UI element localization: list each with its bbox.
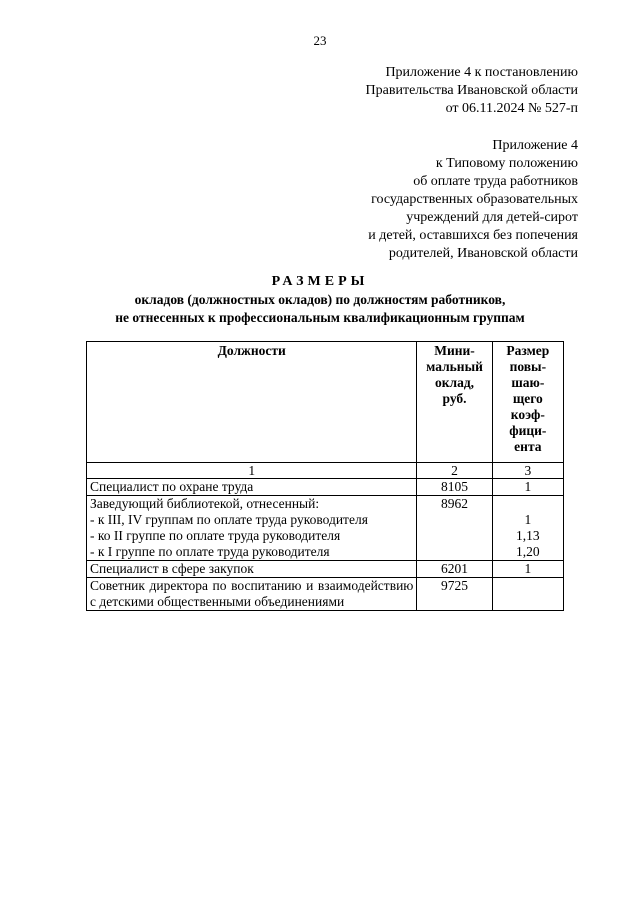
position-text: - ко II группе по оплате труда руководителя [90, 528, 341, 543]
position-cell [87, 496, 417, 561]
position-cell: Советник директора по воспитанию и взаимодействию с детскими общественными объединениями [87, 578, 417, 611]
appendix-sub-line: об оплате труда работников [413, 174, 578, 189]
coefficient-value: 1,13 [516, 528, 540, 543]
coefficient-cell [492, 479, 563, 496]
column-number: 3 [492, 463, 563, 479]
subtitle-line: не отнесенных к профессиональным квалификационным группам [115, 310, 525, 325]
appendix-sub-line: учреждений для детей-сирот [406, 210, 578, 225]
header-coefficient-line: ента [514, 439, 542, 454]
appendix-sub-reference [368, 137, 578, 263]
coefficient-value: 1,20 [516, 544, 540, 559]
header-position: Должности [87, 342, 417, 463]
position-text: - к III, IV группам по оплате труда руководителя [90, 512, 368, 527]
appendix-sub-line: государственных образовательных [371, 192, 578, 207]
table-row [87, 561, 564, 578]
header-coefficient-line: коэф- [510, 407, 545, 422]
document-title: РАЗМЕРЫ [271, 274, 369, 289]
salary-cell: 9725 [417, 578, 492, 611]
header-min-salary-line: руб. [442, 391, 467, 406]
header-min-salary-line: мальный [426, 359, 483, 374]
position-text: Специалист в сфере закупок [90, 561, 254, 576]
table-row [87, 578, 564, 611]
coefficient-cell [492, 561, 563, 578]
header-coefficient-line: щего [512, 391, 543, 406]
coefficient-value: 1 [524, 479, 532, 494]
header-coefficient-line: шаю- [511, 375, 545, 390]
position-text: Заведующий библиотекой, отнесенный: [90, 496, 320, 511]
coefficient-value: 1 [524, 512, 532, 527]
column-number: 1 [87, 463, 417, 479]
coefficient-value [496, 496, 560, 512]
appendix-main-line: Правительства Ивановской области [365, 83, 578, 98]
position-text: Специалист по охране труда [90, 479, 254, 494]
appendix-main-reference [366, 64, 578, 118]
header-coefficient-line: фици- [509, 423, 547, 438]
column-number: 2 [417, 463, 492, 479]
salary-cell: 8105 [417, 479, 492, 496]
page-number: 23 [313, 33, 327, 48]
header-coefficient-line: Размер [506, 343, 550, 358]
appendix-main-line: Приложение 4 к постановлению [385, 65, 578, 80]
column-number-row [87, 463, 564, 479]
header-min-salary-line: оклад, [435, 375, 475, 390]
table-row [87, 479, 564, 496]
appendix-sub-line: к Типовому положению [435, 156, 578, 171]
coefficient-cell [492, 496, 563, 561]
appendix-sub-line: родителей, Ивановской области [388, 246, 578, 261]
table-header-row [87, 342, 564, 463]
header-coefficient [492, 342, 563, 463]
salary-table [86, 341, 564, 611]
position-cell [87, 479, 417, 496]
appendix-sub-line: Приложение 4 [492, 138, 578, 153]
coefficient-value: 1 [524, 561, 532, 576]
coefficient-cell [492, 578, 563, 611]
subtitle-line: окладов (должностных окладов) по должностям работников, [134, 292, 506, 307]
header-min-salary-line: Мини- [434, 343, 475, 358]
header-min-salary [417, 342, 492, 463]
salary-cell: 8962 [417, 496, 492, 561]
header-coefficient-line: повы- [509, 359, 547, 374]
position-text: - к I группе по оплате труда руководителя [90, 544, 330, 559]
table-row [87, 496, 564, 561]
appendix-main-line: от 06.11.2024 № 527-п [445, 101, 578, 116]
document-subtitle [40, 291, 600, 327]
position-cell [87, 561, 417, 578]
document-title-block [40, 272, 600, 327]
salary-cell: 6201 [417, 561, 492, 578]
appendix-sub-line: и детей, оставшихся без попечения [368, 228, 578, 243]
